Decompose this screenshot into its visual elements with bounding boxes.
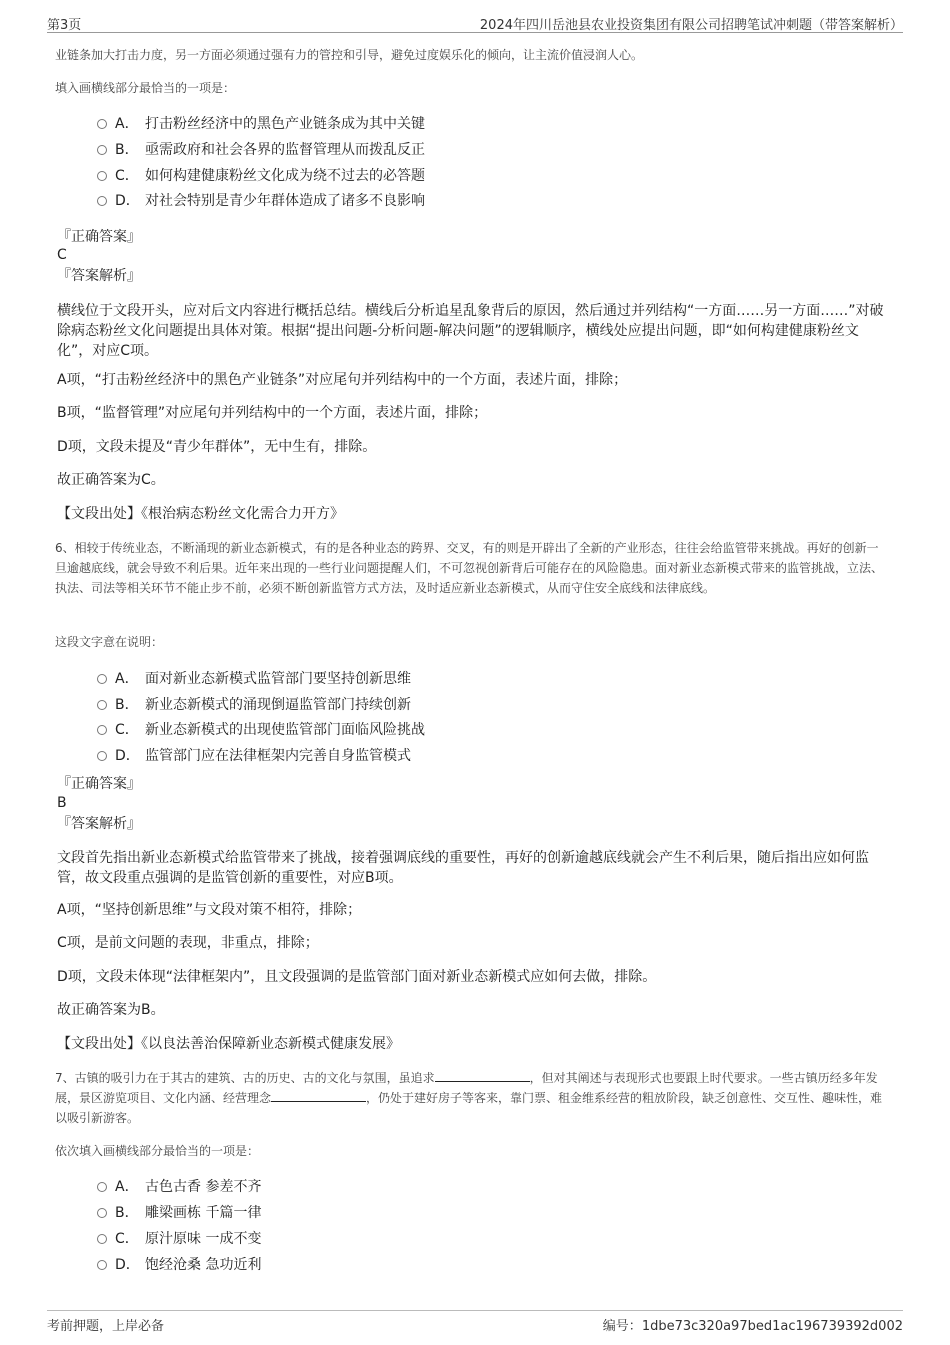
radio-icon[interactable] xyxy=(97,751,107,761)
radio-icon[interactable] xyxy=(97,1260,107,1270)
page-footer xyxy=(47,1310,903,1334)
footer-slogan: 考前押题，上岸必备 xyxy=(47,1319,165,1334)
q6-analysis-label: 『答案解析』 xyxy=(57,816,141,832)
q7-question: 7、古镇的吸引力在于其古的建筑、古的历史、古的文化与氛围，虽追求 ，但对其阐述与表现形式也要跟上时代要求。一些古镇历经多年发展，景区游览项目、文化内涵、经营理念 ，仍处于建好房子等客来，靠门票、租金维系经营的粗放阶段，缺乏创意性、交互性、趣味性，难以吸引新游客。 xyxy=(55,1071,883,1125)
q5-tail-text: 业链条加大打击力度，另一方面必须通过强有力的管控和引导，避免过度娱乐化的倾向，让主流价值浸润人心。 xyxy=(55,48,644,62)
q5-analysis-b: B项，“监督管理”对应尾句并列结构中的一个方面，表述片面，排除； xyxy=(57,405,488,421)
q6-conclusion: 故正确答案为B。 xyxy=(57,1002,165,1018)
q6-analysis-d: D项，文段未体现“法律框架内”，且文段强调的是监管部门面对新业态新模式应如何去做，排除。 xyxy=(57,969,657,985)
q6-option-b[interactable]: B． 新业态新模式的涌现倒逼监管部门持续创新 xyxy=(97,695,411,715)
radio-icon[interactable] xyxy=(97,1182,107,1192)
q5-source: 【文段出处】《根治病态粉丝文化需合力开方》 xyxy=(57,506,344,522)
q5-analysis-label: 『答案解析』 xyxy=(57,268,141,284)
q5-option-b[interactable]: B． 亟需政府和社会各界的监督管理从而拨乱反正 xyxy=(97,140,425,160)
radio-icon[interactable] xyxy=(97,674,107,684)
q7-prompt: 依次填入画横线部分最恰当的一项是： xyxy=(55,1144,260,1158)
radio-icon[interactable] xyxy=(97,1234,107,1244)
q6-answer: B xyxy=(57,795,67,811)
radio-icon[interactable] xyxy=(97,196,107,206)
page-number: 第3页 xyxy=(47,18,82,33)
q5-analysis-a: A项，“打击粉丝经济中的黑色产业链条”对应尾句并列结构中的一个方面，表述片面，排除； xyxy=(57,372,628,388)
q5-option-c[interactable]: C． 如何构建健康粉丝文化成为绕不过去的必答题 xyxy=(97,166,425,186)
fill-blank-2 xyxy=(271,1089,366,1102)
q5-option-d[interactable]: D． 对社会特别是青少年群体造成了诸多不良影响 xyxy=(97,191,425,211)
q6-option-a[interactable]: A． 面对新业态新模式监管部门要坚持创新思维 xyxy=(97,669,411,689)
radio-icon[interactable] xyxy=(97,1208,107,1218)
q6-question: 6、相较于传统业态，不断涌现的新业态新模式，有的是各种业态的跨界、交叉，有的则是开辟出了全新的产业形态，往往会给监管带来挑战。再好的创新一旦逾越底线，就会导致不利后果。近年来出现的一些行业问题提醒人们，不可忽视创新背后可能存在的风险隐患。面对新业态新模式带来的监管挑战，立法、执法、司法等相关环节不能止步不前，必须不断创新监管方式方法，及时适应新业态新模式，从而守住安全底线和法律底线。 xyxy=(55,541,884,595)
q7-option-d[interactable]: D． 饱经沧桑 急功近利 xyxy=(97,1255,261,1275)
document-title: 2024年四川岳池县农业投资集团有限公司招聘笔试冲刺题（带答案解析） xyxy=(479,18,903,33)
radio-icon[interactable] xyxy=(97,725,107,735)
q6-option-d[interactable]: D． 监管部门应在法律框架内完善自身监管模式 xyxy=(97,746,411,766)
radio-icon[interactable] xyxy=(97,700,107,710)
page-header xyxy=(47,12,903,33)
q5-option-a[interactable]: A． 打击粉丝经济中的黑色产业链条成为其中关键 xyxy=(97,114,425,134)
radio-icon[interactable] xyxy=(97,119,107,129)
q7-option-c[interactable]: C． 原汁原味 一成不变 xyxy=(97,1229,261,1249)
fill-blank-1 xyxy=(435,1069,530,1082)
q5-analysis-main: 横线位于文段开头，应对后文内容进行概括总结。横线后分析追星乱象背后的原因，然后通过并列结构“一方面……另一方面……”对破除病态粉丝文化问题提出具体对策。根据“提出问题-分析问题-解决问题”的逻辑顺序，横线处应提出问题，即“如何构建健康粉丝文化”，对应C项。 xyxy=(57,303,884,359)
q6-analysis-main: 文段首先指出新业态新模式给监管带来了挑战，接着强调底线的重要性，再好的创新逾越底线就会产生不利后果，随后指出应如何监管，故文段重点强调的是监管创新的重要性，对应B项。 xyxy=(57,850,869,886)
q6-prompt: 这段文字意在说明： xyxy=(55,635,164,649)
q6-option-c[interactable]: C． 新业态新模式的出现使监管部门面临风险挑战 xyxy=(97,720,425,740)
q5-analysis-d: D项，文段未提及“青少年群体”，无中生有，排除。 xyxy=(57,439,377,455)
q6-analysis-c: C项，是前文问题的表现，非重点，排除； xyxy=(57,935,319,951)
radio-icon[interactable] xyxy=(97,171,107,181)
q7-option-b[interactable]: B． 雕梁画栋 千篇一律 xyxy=(97,1203,261,1223)
q6-source: 【文段出处】《以良法善治保障新业态新模式健康发展》 xyxy=(57,1036,400,1052)
q5-answer-label: 『正确答案』 xyxy=(57,229,141,245)
q5-answer: C xyxy=(57,247,67,263)
q7-option-a[interactable]: A． 古色古香 参差不齐 xyxy=(97,1177,261,1197)
q6-analysis-a: A项，“坚持创新思维”与文段对策不相符，排除； xyxy=(57,902,362,918)
q6-answer-label: 『正确答案』 xyxy=(57,776,141,792)
q5-conclusion: 故正确答案为C。 xyxy=(57,472,165,488)
q5-prompt: 填入画横线部分最恰当的一项是： xyxy=(55,81,236,95)
radio-icon[interactable] xyxy=(97,145,107,155)
document-code: 编号：1dbe73c320a97bed1ac196739392d002 xyxy=(602,1319,903,1334)
